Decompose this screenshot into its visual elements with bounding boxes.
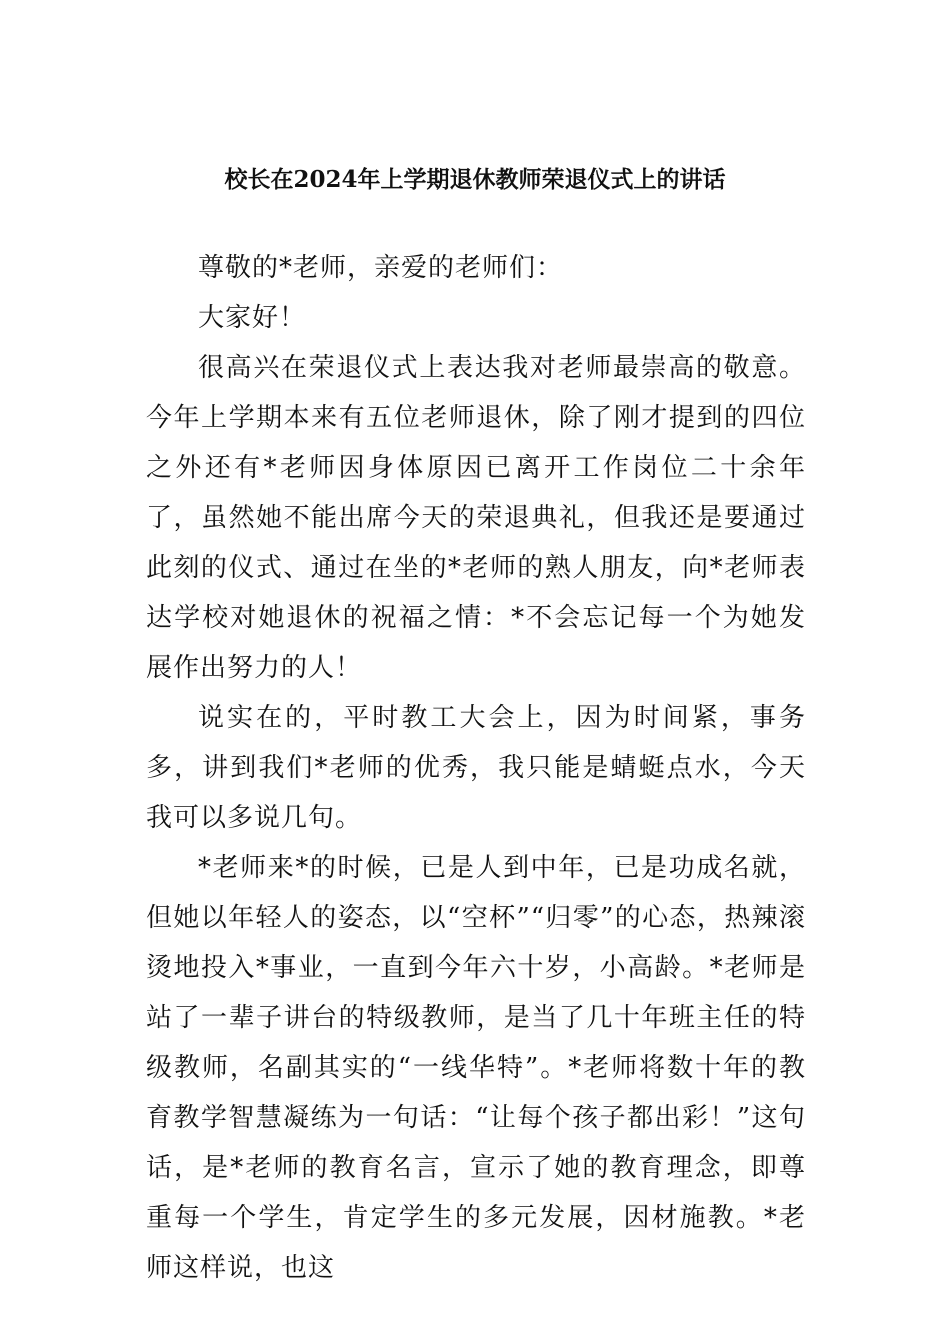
body-paragraph-2: 说实在的，平时教工大会上，因为时间紧，事务多，讲到我们*老师的优秀，我只能是蜻蜓点水，今天我可以多说几句。 — [146, 703, 806, 833]
salutation-paragraph: 尊敬的*老师，亲爱的老师们： — [198, 253, 564, 283]
body-paragraph-1: 很高兴在荣退仪式上表达我对老师最崇高的敬意。今年上学期本来有五位老师退休，除了刚才提到的四位之外还有*老师因身体原因已离开工作岗位二十余年了，虽然她不能出席今天的荣退典礼，但我还是要通过此刻的仪式、通过在坐的*老师的熟人朋友，向*老师表达学校对她退休的祝福之情：*不会忘记每一个为她发展作出努力的人！ — [146, 353, 806, 683]
document-title: 校长在2024年上学期退休教师荣退仪式上的讲话 — [224, 166, 726, 193]
document-body — [146, 243, 806, 1293]
greeting-paragraph: 大家好！ — [198, 303, 307, 333]
body-paragraph-3: *老师来*的时候，已是人到中年，已是功成名就，但她以年轻人的姿态，以“空杯”“归零”的心态，热辣滚烫地投入*事业，一直到今年六十岁，小高龄。*老师是站了一辈子讲台的特级教师，是当了几十年班主任的特级教师，名副其实的“一线华特”。*老师将数十年的教育教学智慧凝练为一句话：“让每个孩子都出彩！”这句话，是*老师的教育名言，宣示了她的教育理念，即尊重每一个学生，肯定学生的多元发展，因材施教。*老师这样说，也这 — [146, 853, 806, 1283]
